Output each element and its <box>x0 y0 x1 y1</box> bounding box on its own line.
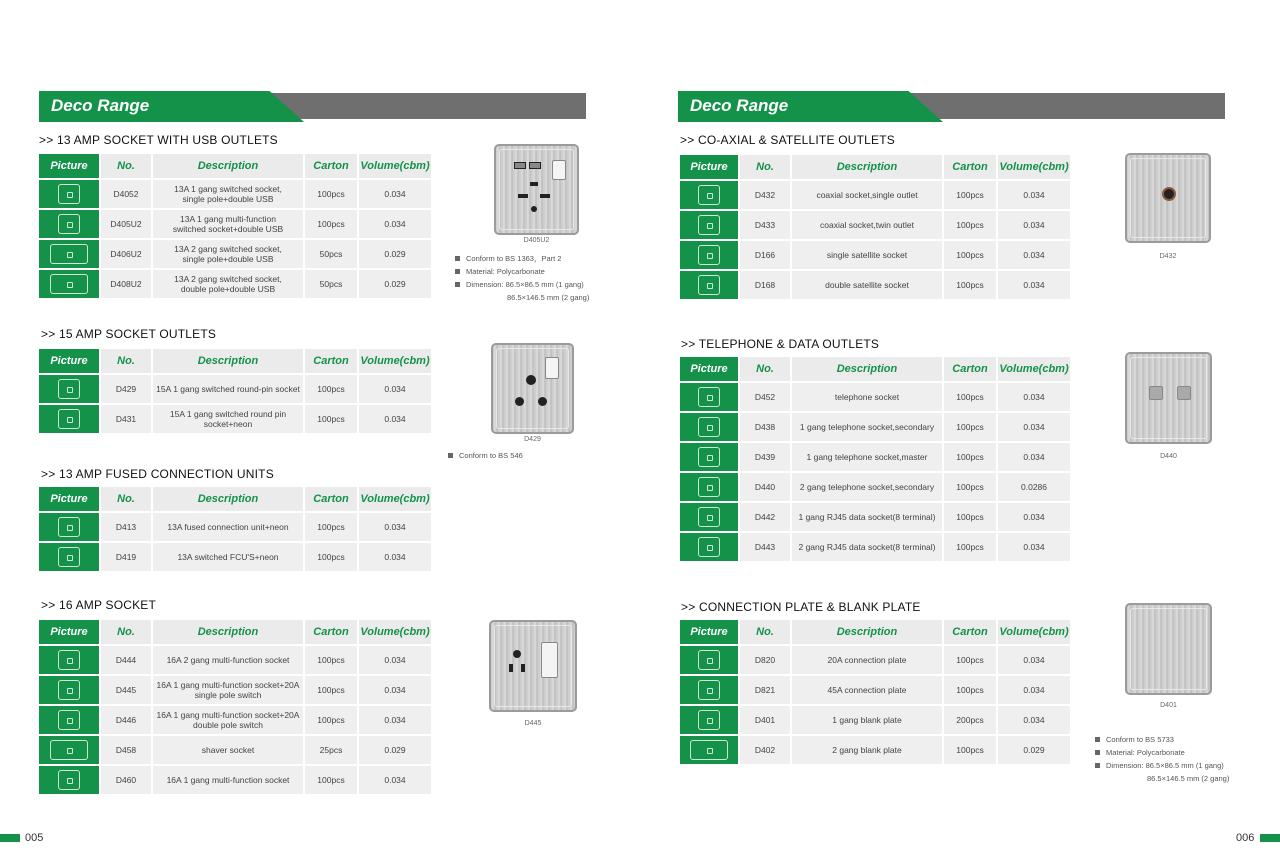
table-row <box>680 533 1070 561</box>
carton-cell: 50pcs <box>305 240 357 268</box>
product-outline-icon <box>698 447 720 467</box>
table-row <box>680 271 1070 299</box>
description-cell: 15A 1 gang switched round pin socket+neon <box>153 405 303 433</box>
header-volume: Volume(cbm) <box>359 349 431 373</box>
description-cell: 13A switched FCU'S+neon <box>153 543 303 571</box>
volume-cell: 0.034 <box>998 676 1070 704</box>
header-description: Description <box>792 155 942 179</box>
product-image-d445 <box>489 620 577 712</box>
carton-cell: 100pcs <box>944 676 996 704</box>
description-cell: 1 gang telephone socket,master <box>792 443 942 471</box>
header-picture: Picture <box>39 620 99 644</box>
volume-cell: 0.029 <box>359 736 431 764</box>
product-no-cell: D452 <box>740 383 790 411</box>
description-cell: 16A 1 gang multi-function socket+20A double pole switch <box>153 706 303 734</box>
volume-cell: 0.034 <box>359 543 431 571</box>
image-caption: D405U2 <box>523 237 550 244</box>
page-number: 005 <box>25 832 44 844</box>
header-description: Description <box>153 620 303 644</box>
section-title: >> 13 AMP SOCKET WITH USB OUTLETS <box>39 133 278 147</box>
product-no-cell: D443 <box>740 533 790 561</box>
header-description: Description <box>153 154 303 178</box>
product-table-plates <box>678 618 1072 766</box>
header-picture: Picture <box>680 620 738 644</box>
volume-cell: 0.034 <box>359 375 431 403</box>
carton-cell: 100pcs <box>944 646 996 674</box>
volume-cell: 0.034 <box>998 646 1070 674</box>
table-row <box>39 766 431 794</box>
carton-cell: 50pcs <box>305 270 357 298</box>
product-outline-icon <box>58 214 80 234</box>
description-cell: 13A 2 gang switched socket, double pole+double USB <box>153 270 303 298</box>
volume-cell: 0.029 <box>998 736 1070 764</box>
product-picture-cell <box>39 646 99 674</box>
carton-cell: 100pcs <box>305 766 357 794</box>
product-picture-cell <box>39 513 99 541</box>
product-outline-icon <box>58 650 80 670</box>
carton-cell: 100pcs <box>944 211 996 239</box>
table-header-row <box>39 154 431 178</box>
description-cell: 13A 1 gang switched socket, single pole+double USB <box>153 180 303 208</box>
carton-cell: 100pcs <box>944 181 996 209</box>
product-no-cell: D446 <box>101 706 151 734</box>
page-marker-bar <box>0 834 20 842</box>
table-row <box>39 405 431 433</box>
section-title: >> 15 AMP SOCKET OUTLETS <box>41 327 217 341</box>
product-no-cell: D402 <box>740 736 790 764</box>
header-carton: Carton <box>305 154 357 178</box>
product-outline-icon <box>58 710 80 730</box>
product-image-d401 <box>1125 603 1212 695</box>
header-carton: Carton <box>944 620 996 644</box>
product-table-15amp <box>37 347 433 435</box>
product-no-cell: D438 <box>740 413 790 441</box>
product-outline-icon <box>698 185 720 205</box>
carton-cell: 100pcs <box>944 413 996 441</box>
volume-cell: 0.034 <box>998 706 1070 734</box>
header-picture: Picture <box>39 349 99 373</box>
product-no-cell: D440 <box>740 473 790 501</box>
header-picture: Picture <box>39 154 99 178</box>
product-outline-icon <box>690 740 728 760</box>
product-picture-cell <box>680 383 738 411</box>
table-header-row <box>680 357 1070 381</box>
product-picture-cell <box>680 736 738 764</box>
carton-cell: 100pcs <box>944 271 996 299</box>
table-row <box>680 383 1070 411</box>
header-carton: Carton <box>944 155 996 179</box>
carton-cell: 100pcs <box>305 210 357 238</box>
header-no: No. <box>101 620 151 644</box>
carton-cell: 100pcs <box>305 405 357 433</box>
section-title: >> CONNECTION PLATE & BLANK PLATE <box>681 600 921 614</box>
product-outline-icon <box>698 245 720 265</box>
description-cell: shaver socket <box>153 736 303 764</box>
volume-cell: 0.034 <box>359 766 431 794</box>
spec-notes <box>1095 733 1229 785</box>
table-row <box>39 375 431 403</box>
volume-cell: 0.034 <box>359 180 431 208</box>
volume-cell: 0.034 <box>998 533 1070 561</box>
section-title: >> 16 AMP SOCKET <box>41 598 157 612</box>
note-dimension-2: 86.5×146.5 mm (2 gang) <box>507 293 590 302</box>
note-standard: Conform to BS 546 <box>459 451 523 460</box>
table-row <box>39 706 431 734</box>
page-marker-bar <box>1260 834 1280 842</box>
product-picture-cell <box>680 181 738 209</box>
carton-cell: 100pcs <box>305 676 357 704</box>
table-row <box>680 706 1070 734</box>
product-outline-icon <box>58 409 80 429</box>
volume-cell: 0.034 <box>359 513 431 541</box>
table-row <box>680 646 1070 674</box>
product-no-cell: D406U2 <box>101 240 151 268</box>
volume-cell: 0.034 <box>998 503 1070 531</box>
table-row <box>680 181 1070 209</box>
volume-cell: 0.0286 <box>998 473 1070 501</box>
product-outline-icon <box>58 517 80 537</box>
volume-cell: 0.034 <box>359 706 431 734</box>
product-picture-cell <box>39 180 99 208</box>
table-header-row <box>39 487 431 511</box>
header-carton: Carton <box>305 620 357 644</box>
header-no: No. <box>740 620 790 644</box>
product-picture-cell <box>39 405 99 433</box>
image-caption: D445 <box>524 720 542 727</box>
product-table-telephone <box>678 355 1072 563</box>
header-description: Description <box>792 357 942 381</box>
product-no-cell: D442 <box>740 503 790 531</box>
product-outline-icon <box>58 379 80 399</box>
banner-title: Deco Range <box>51 96 150 115</box>
product-image-d429 <box>491 343 574 434</box>
header-volume: Volume(cbm) <box>998 155 1070 179</box>
description-cell: coaxial socket,twin outlet <box>792 211 942 239</box>
product-picture-cell <box>39 706 99 734</box>
carton-cell: 100pcs <box>305 543 357 571</box>
note-dimension-2: 86.5×146.5 mm (2 gang) <box>1147 774 1230 783</box>
product-table-usb <box>37 152 433 300</box>
product-no-cell: D432 <box>740 181 790 209</box>
note-standard: Conform to BS 1363，Part 2 <box>466 254 562 263</box>
header-carton: Carton <box>305 487 357 511</box>
header-picture: Picture <box>680 155 738 179</box>
note-dimension: Dimension: 86.5×86.5 mm (1 gang) <box>1106 761 1224 770</box>
section-title: >> TELEPHONE & DATA OUTLETS <box>681 337 880 351</box>
page-number: 006 <box>1236 832 1255 844</box>
description-cell: 16A 1 gang multi-function socket <box>153 766 303 794</box>
table-header-row <box>680 155 1070 179</box>
table-row <box>680 676 1070 704</box>
description-cell: 2 gang RJ45 data socket(8 terminal) <box>792 533 942 561</box>
product-no-cell: D166 <box>740 241 790 269</box>
product-table-coaxial <box>678 153 1072 301</box>
product-picture-cell <box>39 766 99 794</box>
product-no-cell: D460 <box>101 766 151 794</box>
product-outline-icon <box>58 547 80 567</box>
table-row <box>680 473 1070 501</box>
description-cell: single satellite socket <box>792 241 942 269</box>
product-picture-cell <box>680 706 738 734</box>
product-no-cell: D458 <box>101 736 151 764</box>
table-row <box>39 180 431 208</box>
volume-cell: 0.034 <box>998 413 1070 441</box>
header-description: Description <box>153 349 303 373</box>
description-cell: 45A connection plate <box>792 676 942 704</box>
section-title: >> CO-AXIAL & SATELLITE OUTLETS <box>680 133 895 147</box>
header-no: No. <box>101 487 151 511</box>
carton-cell: 100pcs <box>944 736 996 764</box>
carton-cell: 100pcs <box>305 180 357 208</box>
volume-cell: 0.034 <box>998 211 1070 239</box>
product-image-d405u2 <box>494 144 579 235</box>
table-row <box>39 736 431 764</box>
volume-cell: 0.034 <box>998 181 1070 209</box>
carton-cell: 100pcs <box>944 443 996 471</box>
product-outline-icon <box>58 680 80 700</box>
description-cell: 16A 1 gang multi-function socket+20A single pole switch <box>153 676 303 704</box>
product-picture-cell <box>680 473 738 501</box>
volume-cell: 0.034 <box>359 646 431 674</box>
header-description: Description <box>792 620 942 644</box>
carton-cell: 25pcs <box>305 736 357 764</box>
product-picture-cell <box>680 646 738 674</box>
table-row <box>39 513 431 541</box>
description-cell: 16A 2 gang multi-function socket <box>153 646 303 674</box>
product-outline-icon <box>698 537 720 557</box>
product-picture-cell <box>39 270 99 298</box>
header-description: Description <box>153 487 303 511</box>
description-cell: 13A fused connection unit+neon <box>153 513 303 541</box>
volume-cell: 0.034 <box>359 210 431 238</box>
carton-cell: 100pcs <box>944 473 996 501</box>
image-caption: D432 <box>1159 253 1177 260</box>
table-row <box>680 443 1070 471</box>
product-no-cell: D444 <box>101 646 151 674</box>
product-no-cell: D401 <box>740 706 790 734</box>
table-row <box>39 676 431 704</box>
product-picture-cell <box>680 211 738 239</box>
product-picture-cell <box>39 240 99 268</box>
product-no-cell: D431 <box>101 405 151 433</box>
header-volume: Volume(cbm) <box>359 620 431 644</box>
carton-cell: 100pcs <box>944 241 996 269</box>
image-caption: D440 <box>1160 453 1177 460</box>
product-no-cell: D439 <box>740 443 790 471</box>
right-banner <box>678 91 1225 122</box>
product-picture-cell <box>680 271 738 299</box>
product-table-fused <box>37 485 433 573</box>
carton-cell: 100pcs <box>305 706 357 734</box>
product-outline-icon <box>50 244 88 264</box>
carton-cell: 100pcs <box>305 375 357 403</box>
product-no-cell: D419 <box>101 543 151 571</box>
carton-cell: 100pcs <box>944 503 996 531</box>
volume-cell: 0.034 <box>998 443 1070 471</box>
product-picture-cell <box>39 210 99 238</box>
carton-cell: 100pcs <box>305 646 357 674</box>
table-row <box>39 240 431 268</box>
product-outline-icon <box>698 650 720 670</box>
product-outline-icon <box>58 770 80 790</box>
volume-cell: 0.029 <box>359 240 431 268</box>
spec-notes <box>448 449 523 462</box>
description-cell: 15A 1 gang switched round-pin socket <box>153 375 303 403</box>
product-table-16amp <box>37 618 433 796</box>
carton-cell: 100pcs <box>944 533 996 561</box>
table-row <box>39 646 431 674</box>
header-carton: Carton <box>305 349 357 373</box>
volume-cell: 0.034 <box>998 271 1070 299</box>
product-picture-cell <box>39 676 99 704</box>
product-outline-icon <box>698 275 720 295</box>
header-volume: Volume(cbm) <box>998 357 1070 381</box>
product-no-cell: D429 <box>101 375 151 403</box>
description-cell: 2 gang telephone socket,secondary <box>792 473 942 501</box>
product-no-cell: D433 <box>740 211 790 239</box>
table-row <box>39 543 431 571</box>
header-volume: Volume(cbm) <box>359 487 431 511</box>
table-row <box>39 210 431 238</box>
volume-cell: 0.029 <box>359 270 431 298</box>
product-picture-cell <box>680 533 738 561</box>
volume-cell: 0.034 <box>359 405 431 433</box>
product-picture-cell <box>39 543 99 571</box>
table-header-row <box>39 620 431 644</box>
table-header-row <box>39 349 431 373</box>
product-picture-cell <box>680 241 738 269</box>
left-banner <box>39 91 586 122</box>
table-header-row <box>680 620 1070 644</box>
carton-cell: 100pcs <box>305 513 357 541</box>
product-outline-icon <box>698 710 720 730</box>
product-picture-cell <box>39 375 99 403</box>
description-cell: 1 gang blank plate <box>792 706 942 734</box>
header-volume: Volume(cbm) <box>359 154 431 178</box>
header-no: No. <box>740 357 790 381</box>
header-no: No. <box>740 155 790 179</box>
description-cell: 13A 2 gang switched socket, single pole+double USB <box>153 240 303 268</box>
product-no-cell: D445 <box>101 676 151 704</box>
spec-notes <box>455 252 589 304</box>
description-cell: telephone socket <box>792 383 942 411</box>
volume-cell: 0.034 <box>359 676 431 704</box>
product-image-d432 <box>1125 153 1211 243</box>
description-cell: coaxial socket,single outlet <box>792 181 942 209</box>
table-row <box>680 211 1070 239</box>
table-row <box>680 736 1070 764</box>
header-picture: Picture <box>39 487 99 511</box>
product-no-cell: D4052 <box>101 180 151 208</box>
product-outline-icon <box>50 274 88 294</box>
header-carton: Carton <box>944 357 996 381</box>
product-outline-icon <box>698 387 720 407</box>
header-no: No. <box>101 349 151 373</box>
product-picture-cell <box>680 503 738 531</box>
header-no: No. <box>101 154 151 178</box>
description-cell: 13A 1 gang multi-function switched socket+double USB <box>153 210 303 238</box>
table-row <box>680 503 1070 531</box>
section-title: >> 13 AMP FUSED CONNECTION UNITS <box>41 467 274 481</box>
image-caption: D401 <box>1160 702 1177 709</box>
note-material: Material: Polycarbonate <box>466 267 545 276</box>
description-cell: double satellite socket <box>792 271 942 299</box>
carton-cell: 100pcs <box>944 383 996 411</box>
note-material: Material: Polycarbonate <box>1106 748 1185 757</box>
product-no-cell: D405U2 <box>101 210 151 238</box>
description-cell: 2 gang blank plate <box>792 736 942 764</box>
description-cell: 1 gang RJ45 data socket(8 terminal) <box>792 503 942 531</box>
product-no-cell: D821 <box>740 676 790 704</box>
table-row <box>680 241 1070 269</box>
product-picture-cell <box>39 736 99 764</box>
product-no-cell: D168 <box>740 271 790 299</box>
product-picture-cell <box>680 413 738 441</box>
product-image-d440 <box>1125 352 1212 444</box>
product-no-cell: D820 <box>740 646 790 674</box>
product-no-cell: D413 <box>101 513 151 541</box>
description-cell: 1 gang telephone socket,secondary <box>792 413 942 441</box>
product-no-cell: D408U2 <box>101 270 151 298</box>
product-picture-cell <box>680 443 738 471</box>
note-dimension: Dimension: 86.5×86.5 mm (1 gang) <box>466 280 584 289</box>
product-outline-icon <box>50 740 88 760</box>
volume-cell: 0.034 <box>998 383 1070 411</box>
product-outline-icon <box>698 680 720 700</box>
header-volume: Volume(cbm) <box>998 620 1070 644</box>
table-row <box>680 413 1070 441</box>
volume-cell: 0.034 <box>998 241 1070 269</box>
image-caption: D429 <box>524 436 541 443</box>
carton-cell: 200pcs <box>944 706 996 734</box>
banner-title: Deco Range <box>690 96 789 115</box>
product-outline-icon <box>698 215 720 235</box>
description-cell: 20A connection plate <box>792 646 942 674</box>
product-outline-icon <box>58 184 80 204</box>
product-picture-cell <box>680 676 738 704</box>
header-picture: Picture <box>680 357 738 381</box>
product-outline-icon <box>698 507 720 527</box>
note-standard: Conform to BS 5733 <box>1106 735 1174 744</box>
product-outline-icon <box>698 417 720 437</box>
product-outline-icon <box>698 477 720 497</box>
table-row <box>39 270 431 298</box>
